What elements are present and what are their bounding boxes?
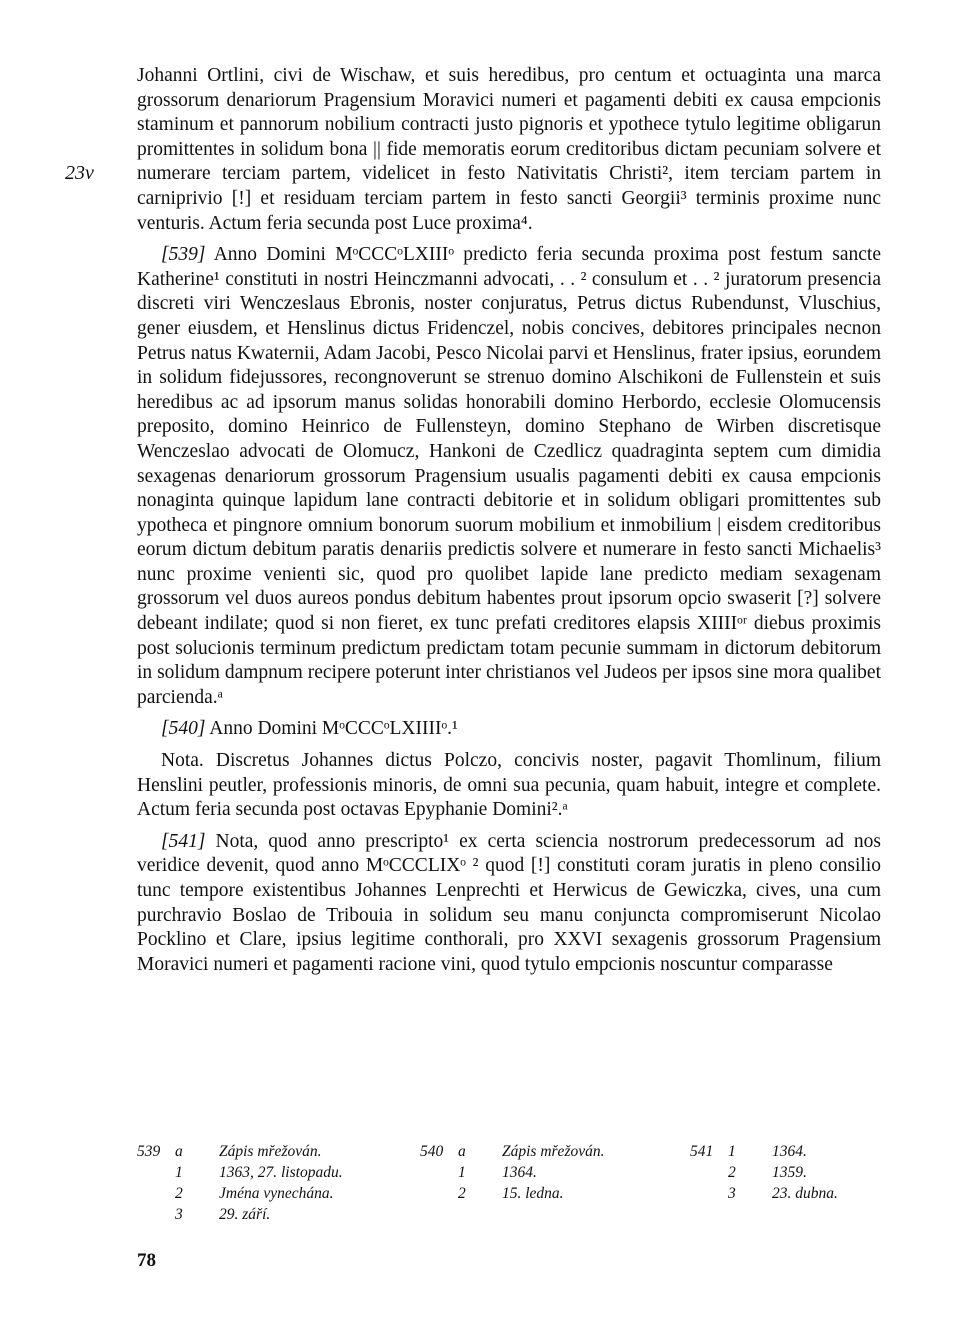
entry-text: Anno Domini MᵒCCCᵒLXIIIIᵒ.¹ [209,718,458,740]
footnote-row [137,1183,343,1204]
footnote-row [690,1183,838,1204]
footnote-mark: 1 [458,1164,466,1181]
footnote-mark: 2 [458,1185,466,1202]
footnote-mark: 2 [175,1185,183,1202]
footnote-key: 541 [690,1143,714,1160]
footnote-row [137,1141,343,1162]
footnote-text: 1359. [772,1164,807,1181]
footnote-row [420,1183,604,1204]
footnote-row [137,1162,343,1183]
footnote-group-540 [420,1141,604,1204]
footnote-mark: 3 [728,1185,736,1202]
entry-541 [137,830,881,978]
footnote-mark: 1 [728,1143,736,1160]
entry-540-note: Nota. Discretus Johannes dictus Polczo, concivis noster, pagavit Thomlinum, filium Henslini peutler, professionis minoris, de omni sua pecunia, quam habuit, integre et complete. Actum feria secunda post octavas Epyphanie Domini².ᵃ [137,750,881,821]
footnote-mark: a [175,1143,183,1160]
footnote-key: 540 [420,1143,444,1160]
footnote-row [420,1141,604,1162]
footnote-row [690,1162,838,1183]
page-number: 78 [137,1250,156,1271]
footnote-text: 1364. [502,1164,537,1181]
footnote-mark: 3 [175,1206,183,1223]
entry-540 [137,717,881,742]
footnote-key: 539 [137,1143,161,1160]
footnote-text: 1364. [772,1143,807,1160]
footnote-text: 23. dubna. [772,1185,838,1202]
entry-number: [541] [161,830,206,852]
margin-folio-note: 23v [65,162,94,184]
entry-text: Nota, quod anno prescripto¹ ex certa sciencia nostrorum predecessorum ad nos veridice devenit, quod anno MᵒCCCLIXᵒ ² quod [!] constituti coram juratis in pleno consilio tunc tempore existentibus Johannes Lenprechti et Herwicus de Gewiczka, cives, una cum purchravio Boslao de Tribouia in solidum seu manu conjuncta compromiserunt Nicolao Pocklino et Clare, ipsius legitime conthorali, pro XXVI sexagenis grossorum Pragensium Moravici numeri et pagamenti racione vini, quod tytulo empcionis noscuntur comparasse [137,830,882,975]
entry-number: [540] [161,718,206,740]
footnote-text: Jména vynechána. [219,1185,334,1202]
footnote-text: Zápis mřežován. [502,1143,605,1160]
footnote-text: Zápis mřežován. [219,1143,322,1160]
footnote-mark: 1 [175,1164,183,1181]
footnote-text: 1363, 27. listopadu. [219,1164,343,1181]
entry-number: [539] [161,244,206,266]
footnote-group-539 [137,1141,343,1225]
paragraph-continuation: Johanni Ortlini, civi de Wischaw, et suis heredibus, pro centum et octuaginta una marca grossorum denariorum Pragensium Moravici numeri et pagamenti debiti ex causa empcionis staminum et pannorum nobilium contracti justo pignoris et ypothece tytulo legitime obligarun promittentes in solidum bona || fide memoratis eorum creditoribus dictam pecuniam solvere et numerare terciam partem, videlicet in festo Nativitatis Christi², item terciam partem in carniprivio [!] et residuam terciam partem in festo sancti Georgii³ terminis proxime nunc venturis. Actum feria secunda post Luce proxima⁴. [137,65,881,234]
footnote-mark: a [458,1143,466,1160]
footnote-text: 29. září. [219,1206,271,1223]
footnote-text: 15. ledna. [502,1185,564,1202]
footnote-row [690,1141,838,1162]
footnote-group-541 [690,1141,838,1204]
footnote-row [420,1162,604,1183]
footnote-mark: 2 [728,1164,736,1181]
footnote-row [137,1204,343,1225]
entry-539 [137,243,881,710]
entry-text: Anno Domini MᵒCCCᵒLXIIIᵒ predicto feria secunda proxima post festum sancte Katherine¹ constituti in nostri Heinczmanni advocati, . . ² consulum et . . ² juratorum presencia discreti viri Wenczeslaus Ebronis, noster conjuratus, Petrus dictus Rubendunst, Vluschius, gener eiusdem, et Henslinus dictus Fridenczel, nobis concives, debitores principales necnon Petrus natus Kwaternii, Adam Jacobi, Pesco Nicolai parvi et Henslinus, frater ipsius, eorundem in solidum fidejussores, recongnoverunt se strenuo domino Alschikoni de Fullenstein et suis heredibus ac ad ipsorum manus solidas honorabili domino Herbordo, ecclesie Olomucensis preposito, domino Heinrico de Fullensteyn, domino Stephano de Wirben discretisque Wenczeslao advocati de Olomucz, Hankoni de Czedlicz quadraginta septem cum dimidia sexagenas denariorum grossorum Pragensium usualis pagamenti debiti ex causa empcionis nonaginta quinque lapidum lane contracti debitorie et in solidum obligari promittentes sub ypotheca et pingnore omnium bonorum suorum mobilium et inmobilium | eisdem creditoribus eorum dictum debitum paratis denariis predictis solvere et numerare in festo sancti Michaelis³ nunc proxime venienti sic, quod pro quolibet lapide lane predicto mediam sexagenam grossorum vel duos aureos pondus debitum habentes prout ipsorum opcio swaserit [?] solvere debeant indilate; quod si non fieret, ex tunc prefati creditores elapsis XIIIIᵒʳ diebus proximis post solucionis terminum predictum predictam totam pecunie summam in dictorum debitorum in solidum dampnum recipere poterunt inter christianos vel Judeos per ipsos sine mora qualibet parcienda.ᵃ [137,244,881,708]
main-text [137,64,881,984]
